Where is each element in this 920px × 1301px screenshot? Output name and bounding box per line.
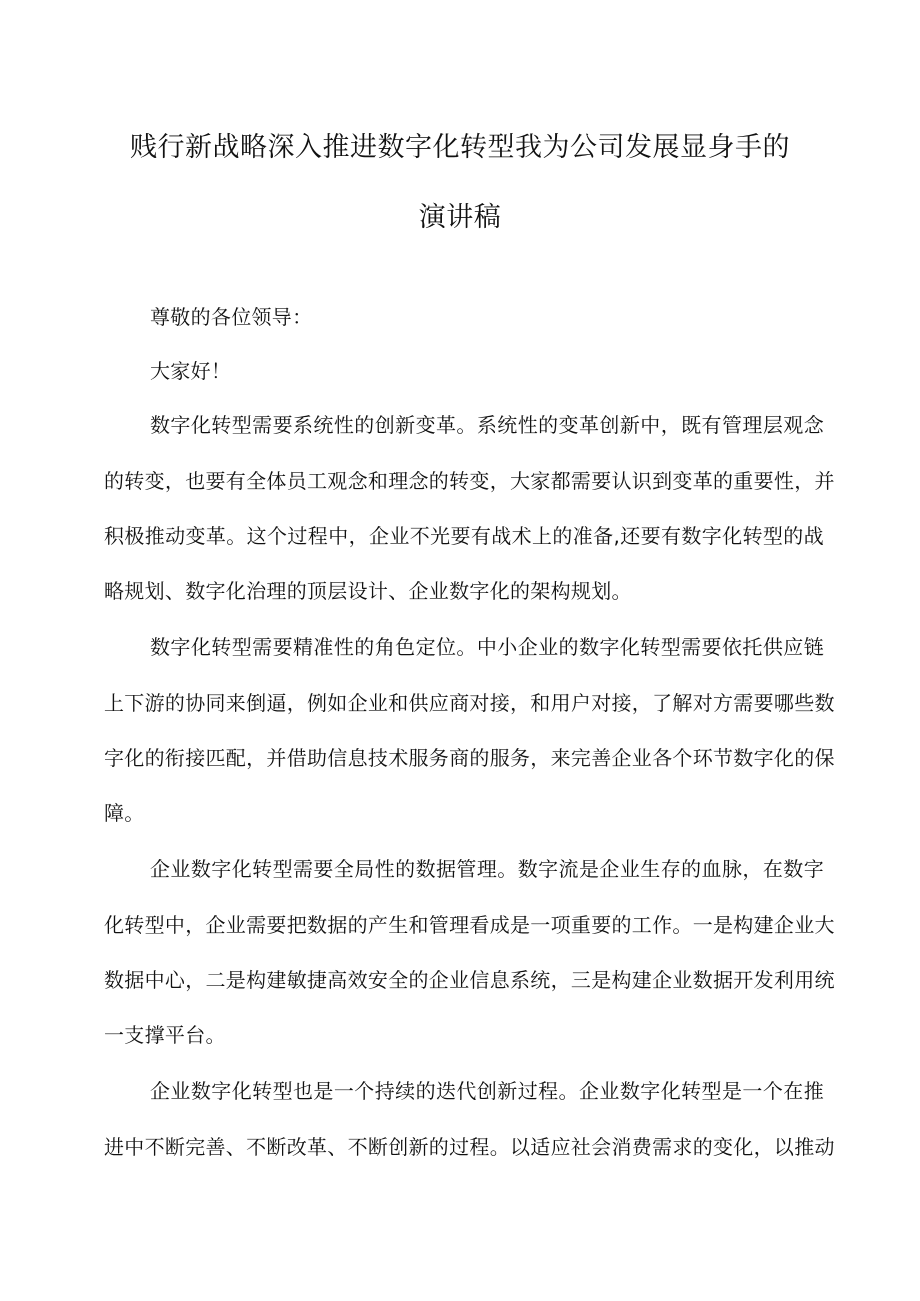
paragraph-1-line-2: 的转变，也要有全体员工观念和理念的转变，大家都需要认识到变革的重要性，并 bbox=[104, 469, 835, 493]
paragraph-1-line-3: 积极推动变革。这个过程中，企业不光要有战术上的准备,还要有数字化转型的战 bbox=[104, 524, 824, 548]
document-title-line-1: 贱行新战略深入推进数字化转型我为公司发展显身手的 bbox=[130, 132, 790, 163]
paragraph-2-line-1: 数字化转型需要精准性的角色定位。中小企业的数字化转型需要依托供应链 bbox=[150, 635, 824, 659]
paragraph-2-line-4: 障。 bbox=[104, 801, 145, 825]
paragraph-3-line-3: 数据中心，二是构建敏捷高效安全的企业信息系统，三是构建企业数据开发利用统 bbox=[104, 968, 835, 992]
document-title-line-2: 演讲稿 bbox=[418, 202, 502, 233]
paragraph-1-line-4: 略规划、数字化治理的顶层设计、企业数字化的架构规划。 bbox=[104, 579, 632, 603]
paragraph-4-line-2: 进中不断完善、不断改革、不断创新的过程。以适应社会消费需求的变化，以推动 bbox=[104, 1135, 835, 1159]
salutation: 尊敬的各位领导： bbox=[150, 305, 313, 329]
paragraph-3-line-4: 一支撑平台。 bbox=[104, 1023, 226, 1047]
paragraph-1-line-1: 数字化转型需要系统性的创新变革。系统性的变革创新中，既有管理层观念 bbox=[150, 413, 824, 437]
paragraph-3-line-1: 企业数字化转型需要全局性的数据管理。数字流是企业生存的血脉，在数字 bbox=[150, 857, 824, 881]
paragraph-3-line-2: 化转型中，企业需要把数据的产生和管理看成是一项重要的工作。一是构建企业大 bbox=[104, 913, 835, 937]
paragraph-4-line-1: 企业数字化转型也是一个持续的迭代创新过程。企业数字化转型是一个在推 bbox=[150, 1079, 824, 1103]
paragraph-2-line-2: 上下游的协同来倒逼，例如企业和供应商对接，和用户对接，了解对方需要哪些数 bbox=[104, 691, 835, 715]
paragraph-2-line-3: 字化的衔接匹配，并借助信息技术服务商的服务，来完善企业各个环节数字化的保 bbox=[104, 746, 835, 770]
greeting: 大家好！ bbox=[150, 359, 232, 383]
